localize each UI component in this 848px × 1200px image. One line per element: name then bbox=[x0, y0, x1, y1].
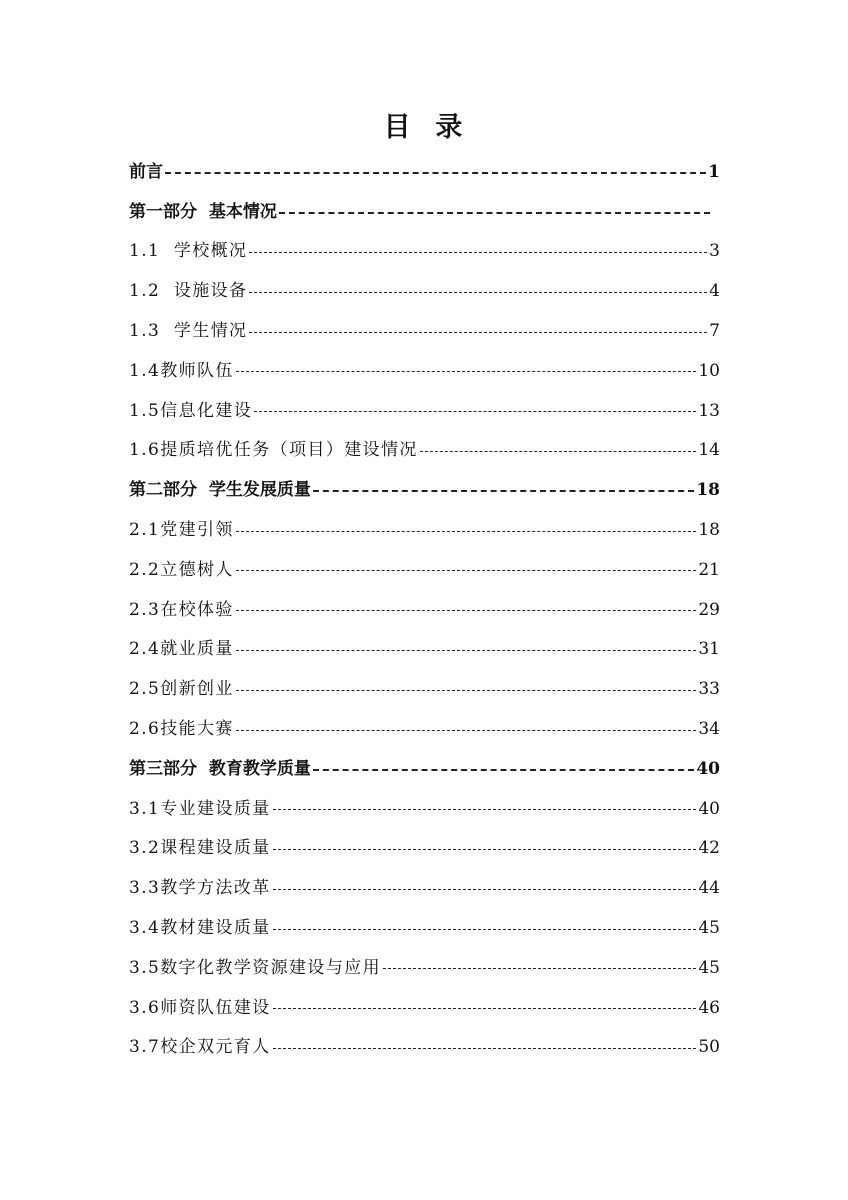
toc-dot-leader bbox=[273, 929, 697, 930]
toc-dot-leader bbox=[273, 1048, 697, 1049]
toc-entry-label: 前言 bbox=[129, 161, 163, 182]
toc-dot-leader bbox=[236, 371, 697, 372]
toc-dot-leader bbox=[420, 451, 697, 452]
toc-entry-label: 2.2立德树人 bbox=[129, 559, 234, 580]
toc-dot-leader bbox=[249, 252, 707, 253]
toc-entry-label: 2.1党建引领 bbox=[129, 520, 234, 541]
toc-entry-16[interactable] bbox=[129, 749, 720, 789]
toc-entry-page-number: 45 bbox=[698, 918, 720, 939]
toc-entry-label: 3.6师资队伍建设 bbox=[129, 997, 271, 1018]
toc-dot-leader bbox=[383, 968, 696, 969]
toc-entry-page-number: 34 bbox=[698, 719, 720, 740]
toc-entry-8[interactable] bbox=[129, 431, 720, 471]
toc-entry-page-number: 29 bbox=[698, 599, 720, 620]
toc-dot-leader bbox=[249, 292, 707, 293]
toc-entry-page-number: 18 bbox=[698, 520, 720, 541]
toc-entry-2[interactable] bbox=[129, 192, 720, 232]
toc-dot-leader bbox=[279, 212, 710, 214]
toc-dot-leader bbox=[273, 1008, 697, 1009]
toc-entry-label: 2.3在校体验 bbox=[129, 599, 234, 620]
toc-dot-leader bbox=[236, 610, 697, 611]
toc-entry-15[interactable] bbox=[129, 709, 720, 749]
toc-entry-page-number: 40 bbox=[696, 758, 720, 779]
toc-entry-label: 3.5数字化教学资源建设与应用 bbox=[129, 957, 382, 978]
toc-entry-20[interactable] bbox=[129, 908, 720, 948]
toc-entry-label: 2.4就业质量 bbox=[129, 639, 234, 660]
toc-entry-label: 3.4教材建设质量 bbox=[129, 918, 271, 939]
toc-entry-6[interactable] bbox=[129, 351, 720, 391]
toc-dot-leader bbox=[236, 570, 697, 571]
toc-entry-4[interactable] bbox=[129, 271, 720, 311]
toc-entry-label: 1.4教师队伍 bbox=[129, 360, 234, 381]
toc-entry-page-number: 42 bbox=[698, 838, 720, 859]
toc-entry-7[interactable] bbox=[129, 391, 720, 431]
toc-entry-18[interactable] bbox=[129, 829, 720, 869]
toc-entry-page-number: 45 bbox=[698, 957, 720, 978]
toc-entry-page-number: 46 bbox=[698, 997, 720, 1018]
toc-entry-13[interactable] bbox=[129, 630, 720, 670]
toc-dot-leader bbox=[236, 690, 697, 691]
toc-entry-23[interactable] bbox=[129, 1028, 720, 1068]
toc-entry-page-number: 50 bbox=[698, 1037, 720, 1058]
toc-entry-22[interactable] bbox=[129, 988, 720, 1028]
toc-dot-leader bbox=[313, 769, 694, 771]
toc-entry-label: 3.2课程建设质量 bbox=[129, 838, 271, 859]
toc-entry-label: 3.7校企双元育人 bbox=[129, 1037, 271, 1058]
toc-entry-page-number: 40 bbox=[698, 798, 720, 819]
toc-entry-page-number: 18 bbox=[696, 480, 720, 501]
toc-entry-14[interactable] bbox=[129, 669, 720, 709]
toc-entry-11[interactable] bbox=[129, 550, 720, 590]
toc-dot-leader bbox=[165, 172, 706, 174]
toc-entry-label: 第一部分 基本情况 bbox=[129, 201, 277, 222]
toc-entry-label: 1.5信息化建设 bbox=[129, 400, 253, 421]
toc-entry-label: 3.1专业建设质量 bbox=[129, 798, 271, 819]
toc-entry-page-number: 13 bbox=[698, 400, 720, 421]
toc-dot-leader bbox=[273, 849, 697, 850]
toc-entry-label: 第二部分 学生发展质量 bbox=[129, 480, 311, 501]
toc-entry-3[interactable] bbox=[129, 232, 720, 272]
toc-dot-leader bbox=[273, 809, 697, 810]
toc-dot-leader bbox=[249, 332, 707, 333]
toc-entry-page-number: 7 bbox=[709, 321, 720, 342]
page-title: 目 录 bbox=[383, 112, 465, 143]
toc-entry-page-number: 33 bbox=[698, 679, 720, 700]
toc-entry-1[interactable] bbox=[129, 152, 720, 192]
toc-entry-page-number: 1 bbox=[708, 161, 720, 182]
toc-entry-label: 3.3教学方法改革 bbox=[129, 878, 271, 899]
toc-dot-leader bbox=[236, 531, 697, 532]
toc-entry-9[interactable] bbox=[129, 470, 720, 510]
toc-entry-page-number: 4 bbox=[709, 281, 720, 302]
toc-dot-leader bbox=[236, 650, 697, 651]
toc-entry-5[interactable] bbox=[129, 311, 720, 351]
toc-entry-page-number: 14 bbox=[698, 440, 720, 461]
toc-entry-19[interactable] bbox=[129, 868, 720, 908]
toc-entry-21[interactable] bbox=[129, 948, 720, 988]
toc-dot-leader bbox=[254, 411, 696, 412]
toc-entry-17[interactable] bbox=[129, 789, 720, 829]
toc-dot-leader bbox=[236, 730, 697, 731]
toc-entry-label: 1.1 学校概况 bbox=[129, 241, 248, 262]
toc-entry-12[interactable] bbox=[129, 590, 720, 630]
toc-entry-label: 1.3 学生情况 bbox=[129, 321, 248, 342]
table-of-contents bbox=[129, 152, 720, 1067]
toc-entry-label: 2.5创新创业 bbox=[129, 679, 234, 700]
toc-dot-leader bbox=[273, 889, 697, 890]
toc-entry-label: 1.2 设施设备 bbox=[129, 281, 248, 302]
toc-entry-page-number: 31 bbox=[698, 639, 720, 660]
toc-entry-page-number: 3 bbox=[709, 241, 720, 262]
toc-entry-10[interactable] bbox=[129, 510, 720, 550]
toc-entry-label: 第三部分 教育教学质量 bbox=[129, 758, 311, 779]
toc-entry-label: 2.6技能大赛 bbox=[129, 719, 234, 740]
toc-dot-leader bbox=[313, 490, 694, 492]
toc-entry-page-number: 10 bbox=[698, 360, 720, 381]
toc-entry-label: 1.6提质培优任务（项目）建设情况 bbox=[129, 440, 418, 461]
toc-entry-page-number: 21 bbox=[698, 559, 720, 580]
toc-entry-page-number: 44 bbox=[698, 878, 720, 899]
